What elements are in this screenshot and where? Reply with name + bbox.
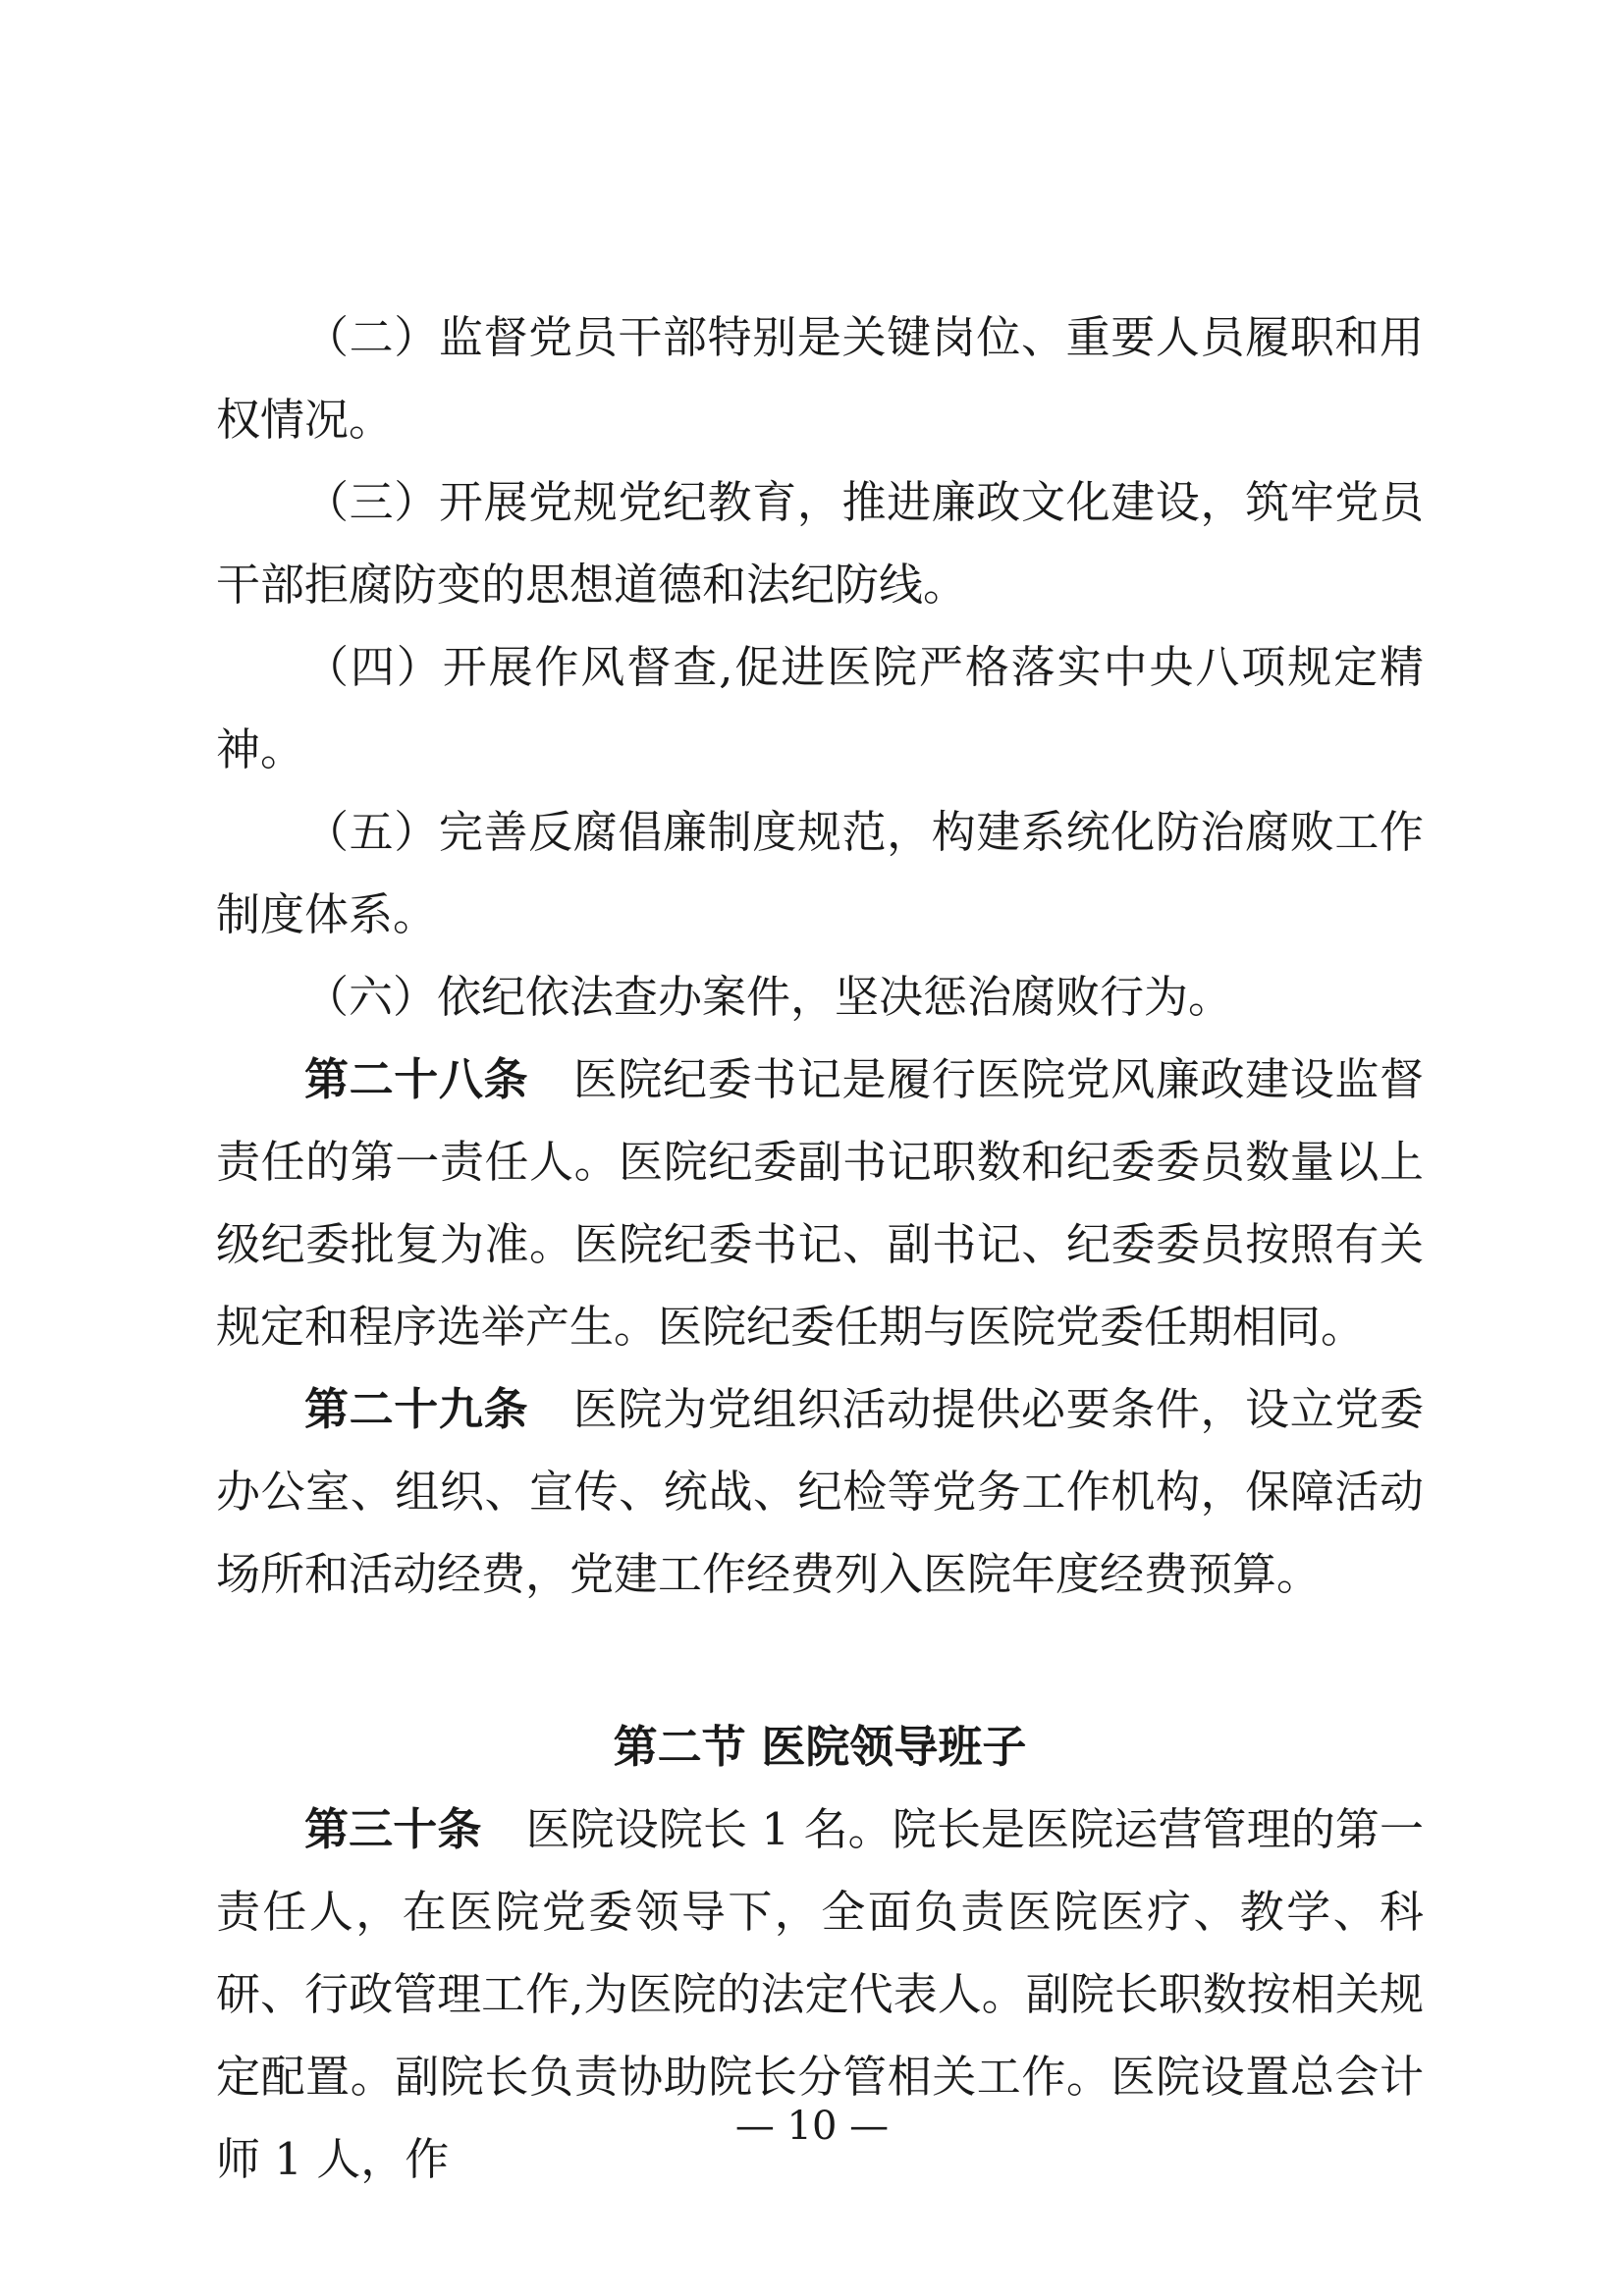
article-30-number: 第三十条	[304, 1803, 482, 1855]
article-29-text: 医院为党组织活动提供必要条件，设立党委办公室、组织、宣传、统战、纪检等党务工作机构，保障活动场所和活动经费，党建工作经费列入医院年度经费预算。	[216, 1383, 1424, 1600]
list-item-6: （六）依纪依法查办案件，坚决惩治腐败行为。	[304, 971, 1233, 1023]
list-item-4: （四）开展作风督查,促进医院严格落实中央八项规定精神。	[216, 641, 1424, 775]
document-body	[216, 296, 1424, 2201]
article-29-number: 第二十九条	[304, 1383, 529, 1435]
page-number: — 10 —	[734, 2104, 890, 2149]
article-28-number: 第二十八条	[304, 1053, 529, 1105]
list-item-5: （五）完善反腐倡廉制度规范，构建系统化防治腐败工作制度体系。	[216, 806, 1424, 940]
list-item-3: （三）开展党规党纪教育，推进廉政文化建设，筑牢党员干部拒腐防变的思想道德和法纪防线。	[216, 476, 1424, 611]
article-30-text: 医院设院长 1 名。院长是医院运营管理的第一责任人，在医院党委领导下，全面负责医院医疗、教学、科研、行政管理工作,为医院的法定代表人。副院长职数按相关规定配置。副院长负责协助院长分管相关工作。医院设置总会计师 1 人，作	[216, 1803, 1424, 2185]
article-28	[216, 1039, 1424, 1368]
article-28-text: 医院纪委书记是履行医院党风廉政建设监督责任的第一责任人。医院纪委副书记职数和纪委委员数量以上级纪委批复为准。医院纪委书记、副书记、纪委委员按照有关规定和程序选举产生。医院纪委任期与医院党委任期相同。	[216, 1053, 1424, 1353]
list-item-2: （二）监督党员干部特别是关键岗位、重要人员履职和用权情况。	[216, 311, 1424, 446]
article-29	[216, 1368, 1424, 1616]
section-heading: 第二节 医院领导班子	[613, 1721, 1027, 1773]
